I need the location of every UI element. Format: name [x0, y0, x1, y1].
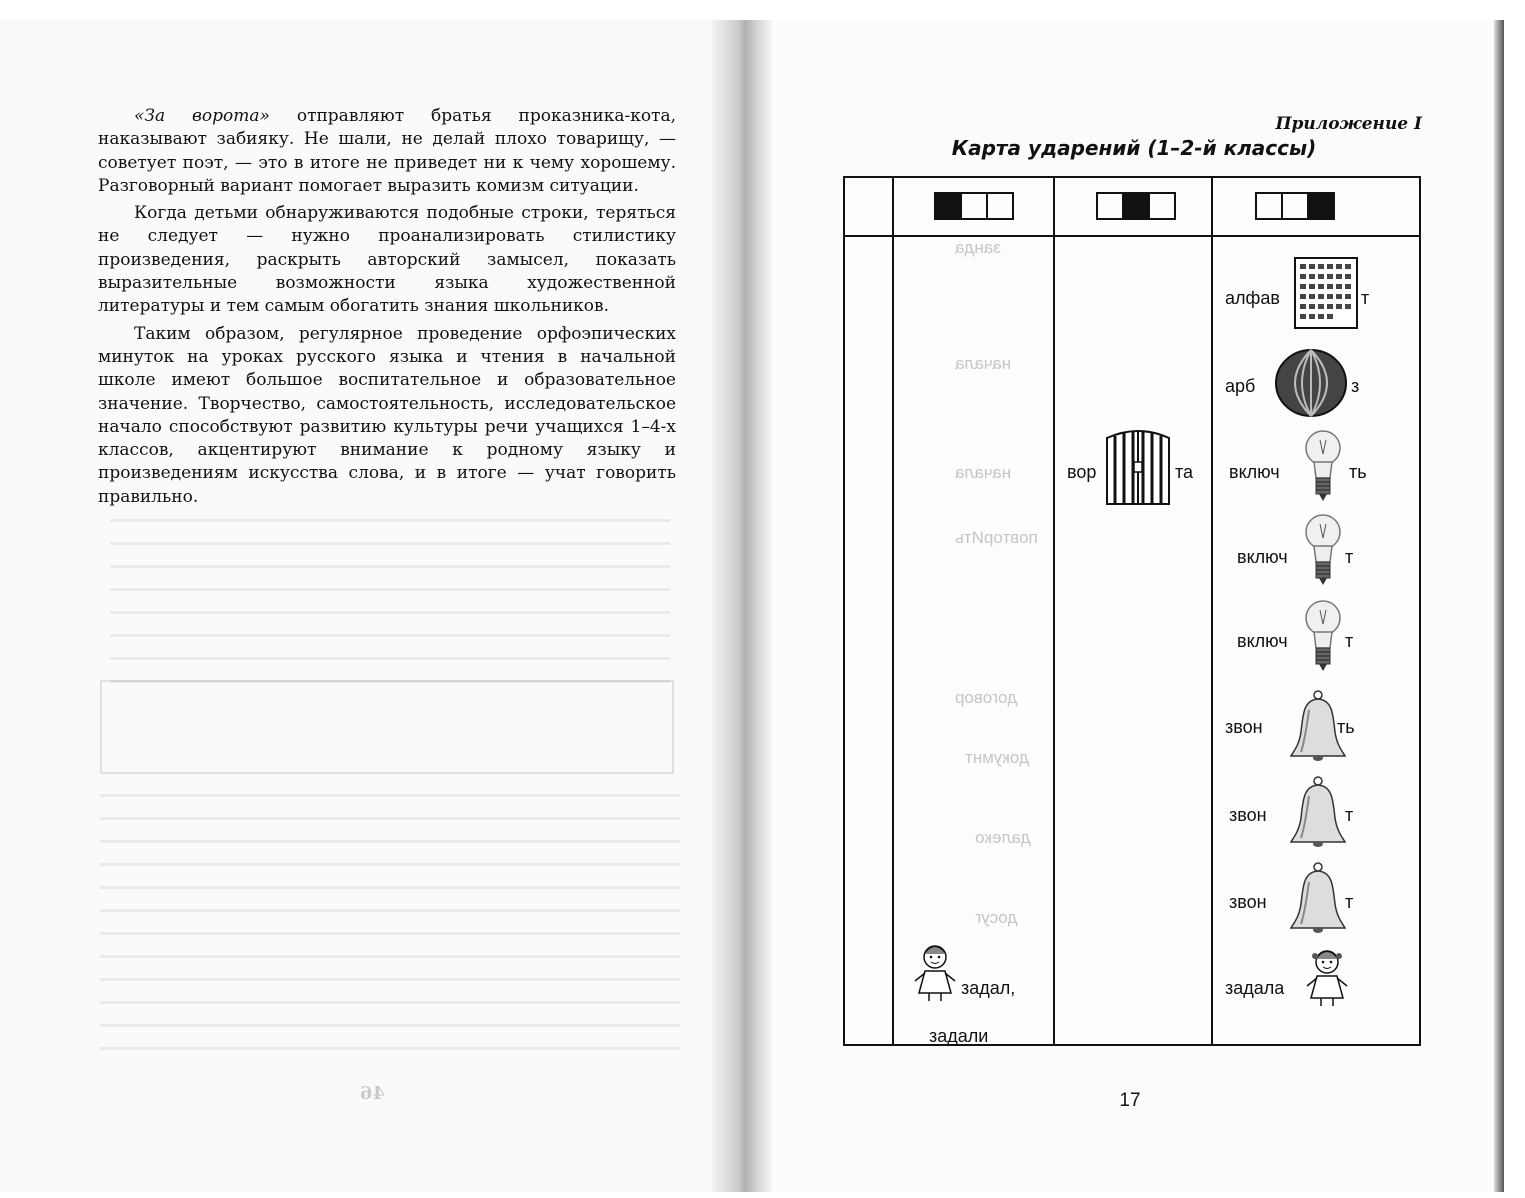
show-through-table: [100, 680, 674, 774]
word-part-right: та: [1175, 462, 1194, 482]
alphabet-chart-icon: [1293, 256, 1359, 330]
bell-icon: [1289, 776, 1347, 850]
word-part-left: алфав: [1225, 288, 1280, 308]
page-title: Карта ударений (1–2-й классы): [951, 136, 1317, 160]
paragraph-2: [98, 202, 676, 318]
page-edge: [1494, 20, 1504, 1192]
watermelon-icon: [1273, 346, 1349, 418]
stress-map-table: [843, 176, 1421, 1046]
word-part-left: звон: [1225, 717, 1263, 737]
left-page-body: [98, 105, 676, 509]
stress-pattern-third: [1255, 192, 1335, 220]
show-through-word: досуг: [975, 908, 1018, 927]
show-through-word: начала: [955, 463, 1012, 482]
word-part-right: т: [1345, 631, 1354, 651]
appendix-label: Приложение I: [1275, 114, 1422, 134]
show-through-word: далеко: [975, 828, 1031, 847]
gate-icon: [1103, 428, 1173, 506]
word-zadali: задали: [929, 1026, 989, 1046]
word-part-right: т: [1345, 547, 1354, 567]
paragraph-1: [98, 105, 676, 198]
word-part-left: вор: [1067, 462, 1097, 482]
page-number: 17: [1119, 1090, 1141, 1111]
light-bulb-icon: [1303, 598, 1343, 674]
paragraph-text: Когда детьми обнаруживаются подобные строки, теряться не следует — нужно проанализировать стилистику произведения, раскрыть авторский замысел, показать выразительные возможности языка художественной литературы и тем самым обогатить знания школьников.: [98, 203, 676, 317]
girl-icon: [1301, 946, 1353, 1008]
bell-icon: [1289, 862, 1347, 936]
word-part-right: т: [1361, 288, 1370, 308]
word-zadal: задал,: [961, 978, 1016, 998]
word-part-left: включ: [1237, 547, 1288, 567]
girl-icon: [909, 941, 961, 1003]
italic-phrase: «За ворота»: [134, 106, 270, 126]
word-part-right: т: [1345, 892, 1354, 912]
word-part-left: включ: [1229, 462, 1280, 482]
show-through-word: повторИть: [955, 528, 1038, 547]
show-through-word: договор: [955, 688, 1018, 707]
word-part-left: арб: [1225, 376, 1256, 396]
word-zadala: задала: [1225, 978, 1285, 998]
stress-pattern-first: [934, 192, 1014, 220]
stress-pattern-second: [1096, 192, 1176, 220]
light-bulb-icon: [1303, 512, 1343, 588]
show-through-page-number: 46: [360, 1083, 386, 1104]
word-part-right: т: [1345, 805, 1354, 825]
show-through-word: докумнт: [965, 748, 1030, 767]
word-part-left: звон: [1229, 805, 1267, 825]
column-divider: [892, 178, 894, 1044]
word-part-right: ть: [1349, 462, 1367, 482]
column-divider: [1053, 178, 1055, 1044]
show-through-text: [110, 505, 670, 685]
paragraph-text: Таким образом, регулярное проведение орфоэпических минуток на уроках русского языка и чтения в начальной школе имеют большое воспитательное и образовательное значение. Творчество, самостоятельность, исследовательское начало способствуют развитию культуры речи учащихся 1–4-х классов, акцентируют внимание к родному языку и произведениям искусства слова, и в итоге — учат говорить правильно.: [98, 323, 676, 507]
column-divider: [1211, 178, 1213, 1044]
show-through-word: начала: [955, 354, 1012, 373]
paragraph-3: [98, 323, 676, 509]
show-through-text: [100, 780, 680, 1060]
word-part-right: з: [1351, 376, 1360, 396]
word-part-right: ть: [1337, 717, 1355, 737]
word-part-left: звон: [1229, 892, 1267, 912]
paragraph-text: отправляют братья проказника-кота, наказывают забияку. Не шали, не делай плохо товарищу, — советует поэт, — это в итоге не приведет ни к чему хорошему. Разговорный вариант помогает выразить комизм ситуации.: [98, 106, 676, 196]
word-part-left: включ: [1237, 631, 1288, 651]
book-gutter: [712, 20, 772, 1192]
show-through-word: занда: [955, 238, 1002, 257]
light-bulb-icon: [1303, 428, 1343, 504]
header-divider: [845, 235, 1419, 237]
